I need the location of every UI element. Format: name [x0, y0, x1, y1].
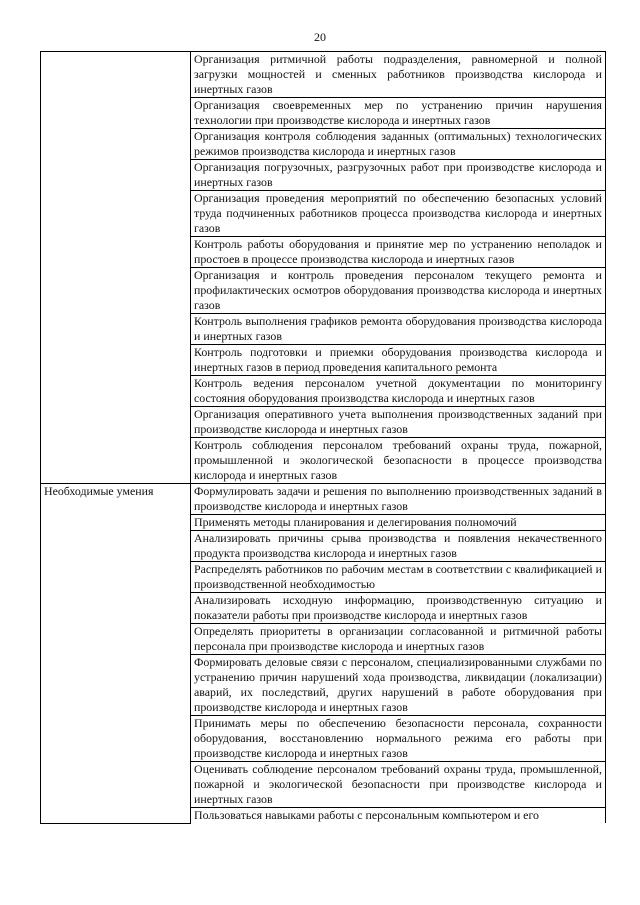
table-cell: Организация контроля соблюдения заданных (оптимальных) технологических режимов производства кислорода и инертных газов: [191, 129, 606, 160]
section-label-skills: Необходимые умения: [41, 484, 191, 824]
table-cell: Организация ритмичной работы подразделения, равномерной и полной загрузки мощностей и сменных работников производства кислорода и инертных газов: [191, 52, 606, 98]
table-cell: Пользоваться навыками работы с персональным компьютером и его: [191, 808, 606, 824]
page-number: 20: [314, 30, 326, 44]
table-cell: Организация погрузочных, разгрузочных работ при производстве кислорода и инертных газов: [191, 160, 606, 191]
table-cell: Анализировать причины срыва производства и появления некачественного продукта производства кислорода и инертных газов: [191, 531, 606, 562]
table-cell: Формулировать задачи и решения по выполнению производственных заданий в производстве кислорода и инертных газов: [191, 484, 606, 515]
table-cell: Формировать деловые связи с персоналом, специализированными службами по устранению причин нарушений хода производства, ликвидации (локализации) аварий, их последствий, других нарушений в работе оборудования при производстве кислорода и инертных газов: [191, 655, 606, 716]
table-cell: Принимать меры по обеспечению безопасности персонала, сохранности оборудования, восстановлению нормального режима его работы при производстве кислорода и инертных газов: [191, 716, 606, 762]
table-cell: Анализировать исходную информацию, производственную ситуацию и показатели работы при производстве кислорода и инертных газов: [191, 593, 606, 624]
section-label-cell: [41, 52, 191, 484]
table-cell: Организация своевременных мер по устранению причин нарушения технологии при производстве кислорода и инертных газов: [191, 98, 606, 129]
table-row: [41, 52, 606, 98]
table-cell: Распределять работников по рабочим местам в соответствии с квалификацией и производственной необходимостью: [191, 562, 606, 593]
table-cell: Организация проведения мероприятий по обеспечению безопасных условий труда подчиненных работников процесса производства кислорода и инертных газов: [191, 191, 606, 237]
table-cell: Определять приоритеты в организации согласованной и ритмичной работы персонала при производстве кислорода и инертных газов: [191, 624, 606, 655]
table-cell: Контроль выполнения графиков ремонта оборудования производства кислорода и инертных газов: [191, 314, 606, 345]
table-cell: Применять методы планирования и делегирования полномочий: [191, 515, 606, 531]
table-row: [41, 484, 606, 515]
table-cell: Оценивать соблюдение персоналом требований охраны труда, промышленной, пожарной и экологической безопасности при производстве кислорода и инертных газов: [191, 762, 606, 808]
table-cell: Организация оперативного учета выполнения производственных заданий при производстве кислорода и инертных газов: [191, 407, 606, 438]
table-cell: Организация и контроль проведения персоналом текущего ремонта и профилактических осмотров оборудования производства кислорода и инертных газов: [191, 268, 606, 314]
requirements-table: [40, 51, 606, 824]
table-cell: Контроль ведения персоналом учетной документации по мониторингу состояния оборудования производства кислорода и инертных газов: [191, 376, 606, 407]
table-cell: Контроль подготовки и приемки оборудования производства кислорода и инертных газов в период проведения капитального ремонта: [191, 345, 606, 376]
table-cell: Контроль соблюдения персоналом требований охраны труда, пожарной, промышленной и экологической безопасности в процессе производства кислорода и инертных газов: [191, 438, 606, 484]
table-cell: Контроль работы оборудования и принятие мер по устранению неполадок и простоев в процессе производства кислорода и инертных газов: [191, 237, 606, 268]
